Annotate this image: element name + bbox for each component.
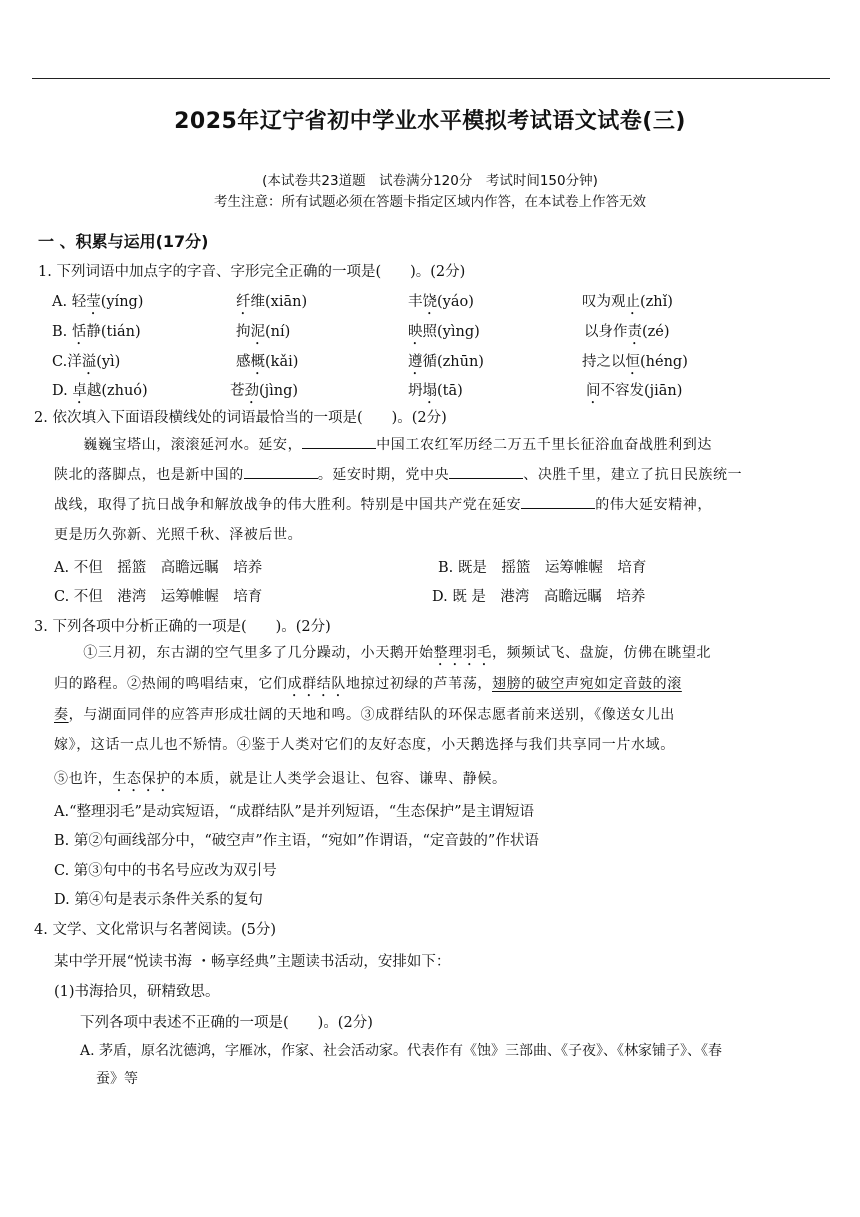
passage-text: 归的路程。②热闹的鸣唱结束，它们	[54, 676, 288, 692]
passage-text: 。延安时期，党中央	[317, 467, 450, 483]
q1-option-word	[408, 290, 474, 318]
word-text: (ní)	[265, 324, 291, 340]
q1-option-word	[52, 320, 141, 348]
question-4-stem: 4. 文学、文化常识与名著阅读。(5分)	[34, 922, 276, 938]
question-1-stem: 1. 下列词语中加点字的字音、字形完全正确的一项是( )。(2分)	[38, 264, 466, 280]
option-d: D. 既 是 港湾 高瞻远瞩 培养	[432, 589, 646, 605]
word-text: (kǎi)	[265, 354, 299, 370]
question-3-stem: 3. 下列各项中分析正确的一项是( )。(2分)	[34, 619, 331, 635]
word-text: 持之以	[582, 354, 626, 370]
word-text: 照(yìng)	[422, 324, 480, 340]
q1-option-word	[582, 350, 688, 378]
word-text: (yíng)	[100, 294, 144, 310]
dotted-char: 劲	[244, 383, 259, 399]
option-label: D.	[52, 383, 73, 399]
option-a: A. 茅盾，原名沈德鸿，字雁冰，作家、社会活动家。代表作有《蚀》三部曲、《子夜》、《林家铺子》、《春	[80, 1043, 723, 1059]
q1-option-word	[586, 379, 682, 407]
passage-text: 的伟大延安精神，	[595, 497, 713, 513]
dotted-char: 遵	[408, 354, 423, 370]
dotted-char: 恬	[71, 324, 87, 340]
option-c: C. 不但 港湾 运筹帷幄 培育	[54, 589, 263, 605]
q1-option-word	[408, 350, 484, 378]
option-b: B. 既是 摇篮 运筹帷幄 培育	[438, 560, 647, 576]
word-text: 越(zhuó)	[86, 383, 148, 399]
q1-option-word	[230, 379, 298, 407]
dotted-char: 溢	[81, 354, 97, 370]
option-c: C. 第③句中的书名号应改为双引号	[54, 863, 277, 879]
q1-option-word	[52, 379, 148, 407]
header-rule	[32, 78, 830, 79]
option-label: C.	[52, 354, 68, 370]
option-b: B. 第②句画线部分中，“破空声”作主语，“宛如”作谓语，“定音鼓的”作状语	[54, 833, 539, 849]
q1-option-word	[236, 350, 298, 378]
word-text: (tā)	[437, 383, 463, 399]
word-text: 丰	[408, 294, 423, 310]
passage-text: 、决胜千里，建立了抗日民族统一	[523, 467, 743, 483]
page-title: 2025年辽宁省初中学业水平模拟考试语文试卷(三)	[174, 109, 686, 134]
dotted-char: 恒	[625, 354, 640, 370]
question-3-passage	[54, 638, 834, 795]
q1-option-word	[52, 350, 120, 378]
question-2-passage	[54, 430, 834, 550]
option-d: D. 第④句是表示条件关系的复句	[54, 892, 263, 908]
question-4-intro: 某中学开展“悦读书海 ・畅享经典”主题读书活动，安排如下：	[54, 954, 451, 970]
dotted-char: 责	[627, 324, 642, 340]
word-text: 以身作	[584, 324, 628, 340]
word-text: 拘	[236, 324, 251, 340]
section-heading: 一 、积累与运用(17分)	[38, 232, 209, 251]
exam-notice: 考生注意：所有试题必须在答题卡指定区域内作答，在本试卷上作答无效	[214, 194, 646, 210]
q1-option-word	[52, 290, 143, 318]
q1-option-word	[236, 290, 307, 318]
option-a-continued: 蚕》等	[96, 1071, 138, 1087]
question-4-sub1-stem: 下列各项中表述不正确的一项是( )。(2分)	[80, 1015, 373, 1031]
word-text: (yáo)	[437, 294, 474, 310]
dotted-phrase: 整理羽毛	[433, 645, 493, 661]
dotted-char: 间	[586, 383, 601, 399]
passage-text: 战线，取得了抗日战争和解放战争的伟大胜利。特别是中国共产党在延安	[54, 497, 522, 513]
q1-option-word	[236, 320, 290, 348]
word-text: 坍	[408, 383, 423, 399]
word-text: 感	[236, 354, 251, 370]
fill-blank	[521, 496, 595, 509]
q1-option-word	[408, 320, 480, 348]
passage-text: ，频频试飞、盘旋，仿佛在眺望北	[492, 645, 712, 661]
option-a: A. 不但 摇篮 高瞻远瞩 培养	[54, 560, 263, 576]
fill-blank	[244, 466, 318, 479]
passage-text: 巍巍宝塔山，滚滚延河水。延安，	[54, 437, 303, 453]
passage-text: 陕北的落脚点，也是新中国的	[54, 467, 244, 483]
word-text: (jìng)	[259, 383, 299, 399]
option-label: B.	[52, 324, 72, 340]
q1-option-word	[408, 379, 463, 407]
passage-text: 更是历久弥新、光照千秋、泽被后世。	[54, 527, 303, 543]
dotted-char: 饶	[422, 294, 437, 310]
fill-blank	[302, 436, 376, 449]
word-text: 轻	[71, 294, 87, 310]
dotted-char: 泥	[250, 324, 265, 340]
fill-blank	[449, 466, 523, 479]
option-a: A.“整理羽毛”是动宾短语，“成群结队”是并列短语，“生态保护”是主谓短语	[54, 804, 535, 820]
word-text: 叹为观	[582, 294, 626, 310]
dotted-char: 莹	[86, 294, 101, 310]
passage-text: 的本质，就是让人类学会退让、包容、谦卑、静候。	[170, 771, 507, 787]
underlined-phrase: 奏	[54, 707, 69, 723]
word-text: 循(zhūn)	[422, 354, 484, 370]
dotted-char: 卓	[72, 383, 87, 399]
dotted-char: 映	[408, 324, 423, 340]
word-text: 苍	[230, 383, 245, 399]
passage-text: 嫁》，这话一点儿也不矫情。④鉴于人类对它们的友好态度，小天鹅选择与我们共享同一片水域。	[54, 737, 675, 753]
dotted-char: 纤	[236, 294, 251, 310]
q1-option-word	[582, 290, 673, 318]
question-4-sub1: (1)书海拾贝，研精致思。	[54, 984, 220, 1000]
dotted-char: 止	[625, 294, 640, 310]
word-text: 静(tián)	[86, 324, 141, 340]
dotted-char: 塌	[422, 383, 437, 399]
word-text: 洋	[67, 354, 82, 370]
q1-option-word	[584, 320, 670, 348]
passage-text: ，与湖面同伴的应答声形成壮阔的天地和鸣。③成群结队的环保志愿者前来送别，《像送女儿出	[68, 707, 675, 723]
underlined-phrase: 翅膀的破空声宛如定音鼓的滚	[492, 676, 682, 692]
passage-text: 中国工农红军历经二万五千里长征浴血奋战胜利到达	[376, 437, 713, 453]
word-text: (zé)	[642, 324, 670, 340]
word-text: 不容发(jiān)	[600, 383, 683, 399]
passage-text: 地掠过初绿的芦苇荡，	[346, 676, 493, 692]
word-text: (zhǐ)	[640, 294, 673, 310]
dotted-phrase: 生态保护	[112, 771, 171, 787]
dotted-phrase: 成群结队	[287, 676, 347, 692]
word-text: (yì)	[96, 354, 121, 370]
option-label: A.	[52, 294, 72, 310]
dotted-char: 概	[250, 354, 265, 370]
passage-text: ⑤也许，	[54, 771, 113, 787]
exam-info: (本试卷共23道题 试卷满分120分 考试时间150分钟)	[262, 173, 598, 189]
word-text: 维(xiān)	[250, 294, 308, 310]
word-text: (héng)	[640, 354, 688, 370]
question-2-stem: 2. 依次填入下面语段横线处的词语最恰当的一项是( )。(2分)	[34, 410, 447, 426]
passage-text: ①三月初，东古湖的空气里多了几分躁动，小天鹅开始	[54, 645, 434, 661]
